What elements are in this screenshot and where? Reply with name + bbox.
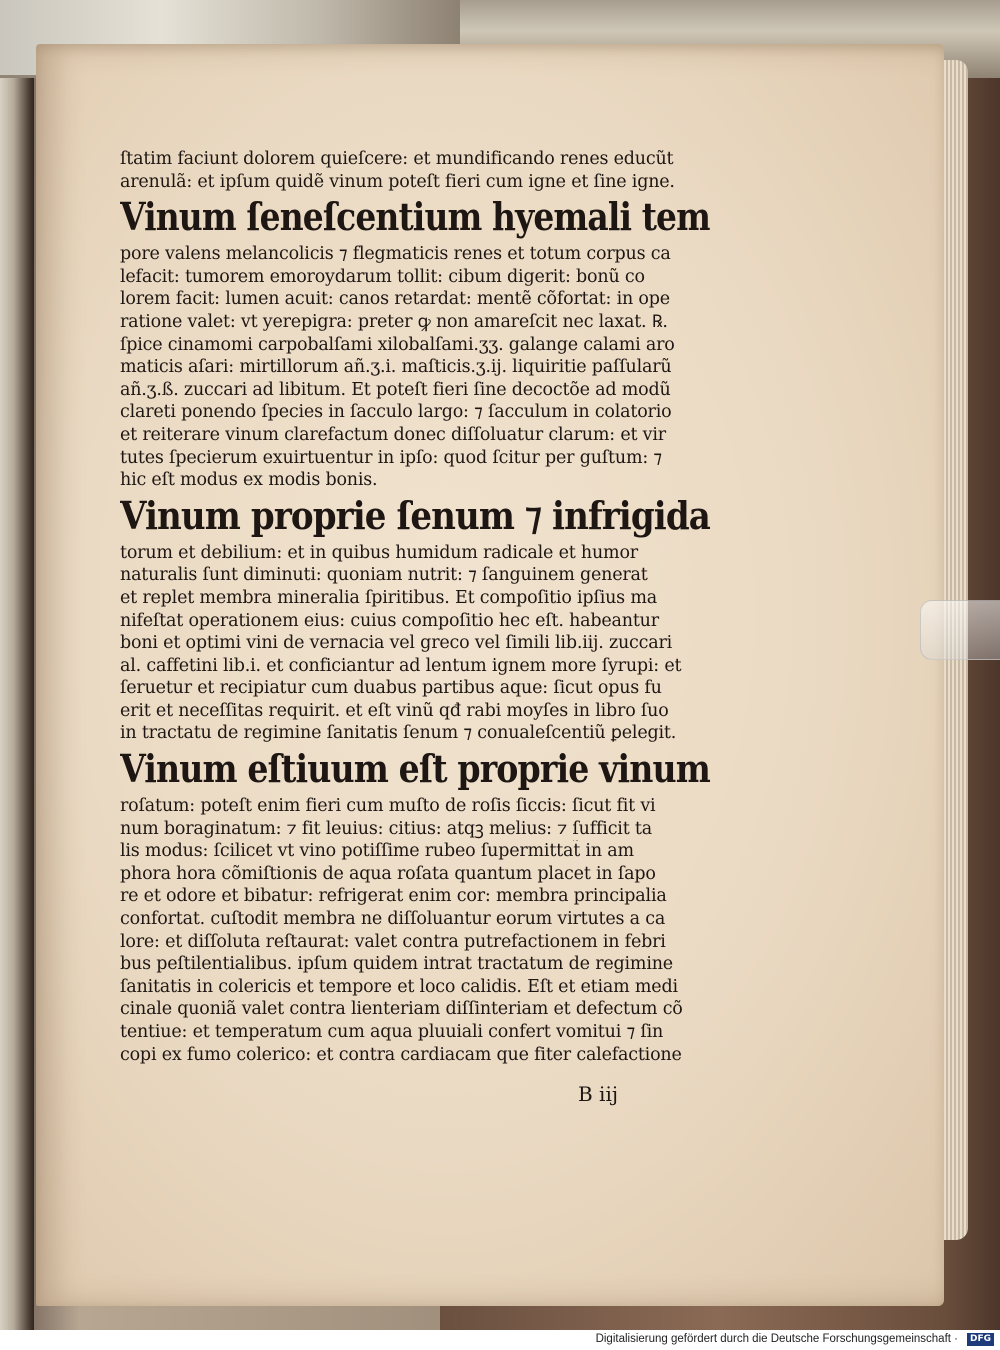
text-line: lefacit: tumorem emoroydarum tollit: cibum digerit: bonũ co <box>120 266 645 287</box>
dfg-logo: DFG <box>967 1333 994 1346</box>
text-line: añ.ʒ.ß. zuccari ad libitum. Et poteſt fieri ſine decoctõe ad modũ <box>120 379 671 400</box>
text-line: ſpice cinamomi carpobalſami xilobalſami.ʒʒ. galange calami aro <box>120 334 675 355</box>
text-line: ſeruetur et recipiatur cum duabus partibus aque: ſicut opus fu <box>120 678 662 699</box>
signature-mark: B iij <box>578 1082 619 1106</box>
text-line: cinale quoniã valet contra lienteriam diſſinteriam et defectum cõ <box>120 999 683 1020</box>
text-line: re et odore et bibatur: refrigerat enim cor: membra principalia <box>120 886 667 907</box>
text-line: phora hora cõmiſtionis de aqua roſata quantum placet in ſapo <box>120 863 656 884</box>
text-line: et reiterare vinum clarefactum donec diſſoluatur clarum: et vir <box>120 424 666 445</box>
text-line: lorem facit: lumen acuit: canos retardat: mentẽ cõfortat: in ope <box>120 289 670 310</box>
text-line: torum et debilium: et in quibus humidum radicale et humor <box>120 542 638 563</box>
text-line: copi ex fumo colerico: et contra cardiacam que fiter calefactione <box>120 1044 682 1065</box>
text-line: et replet membra mineralia ſpiritibus. Et compoſitio ipſius ma <box>120 587 657 608</box>
section-heading: Vinum proprie ſenum ⁊ infrigida <box>120 493 710 538</box>
text-line: lore: et diſſoluta reſtaurat: valet contra putrefactionem in febri <box>120 931 666 952</box>
text-line: tutes ſpecierum exuirtuentur in ipſo: quod ſcitur per guſtum: ⁊ <box>120 447 662 468</box>
text-line: ratione valet: vt yerepigra: preter ꝙ non amareſcit nec laxat. ℞. <box>120 311 668 332</box>
footer-credit: Digitalisierung gefördert durch die Deutsche Forschungsgemeinschaft · <box>595 1333 958 1345</box>
text-line: hic eſt modus ex modis bonis. <box>120 470 378 491</box>
section-heading: Vinum ſeneſcentium hyemali tem <box>120 195 710 240</box>
text-line: tentiue: et temperatum cum aqua pluuiali confert vomitui ⁊ ſin <box>120 1022 664 1042</box>
text-line: num boraginatum: ⁊ fit leuius: citius: atqꝫ melius: ⁊ ſufficit ta <box>120 818 652 839</box>
text-line: al. caffetini lib.i. et conficiantur ad lentum ignem more ſyrupi: et <box>120 655 682 676</box>
text-line: maticis aſari: mirtillorum añ.ʒ.i. maſticis.ʒ.ij. liquiritie paſſularũ <box>120 357 672 378</box>
text-line: naturalis ſunt diminuti: quoniam nutrit: ⁊ ſanguinem generat <box>120 565 648 586</box>
text-line: roſatum: poteſt enim fieri cum muſto de roſis ſiccis: ſicut fit vi <box>120 796 656 817</box>
text-line: ſanitatis in colericis et tempore et loco calidis. Eſt et etiam medi <box>120 976 678 997</box>
text-line: bus peſtilentialibus. ipſum quidem intrat tractatum de regimine <box>120 954 673 975</box>
text-line: confortat. cuſtodit membra ne diſſoluantur eorum virtutes a ca <box>120 909 666 930</box>
text-line: nifeſtat operationem eius: cuius compoſitio hec eſt. habeantur <box>120 610 659 631</box>
text-line: erit et neceſſitas requirit. et eſt vinũ qđ rabi moyſes in libro ſuo <box>120 700 669 721</box>
text-line: pore valens melancolicis ⁊ flegmaticis renes et totum corpus ca <box>120 244 671 265</box>
plastic-page-clip <box>920 600 1000 660</box>
section-heading: Vinum eſtiuum eſt proprie vinum <box>120 747 710 792</box>
text-line: boni et optimi vini de vernacia vel greco vel ſimili lib.iij. zuccari <box>120 633 673 654</box>
page-text-block <box>120 148 710 1066</box>
footer-bar <box>0 1330 1000 1350</box>
text-line: arenulã: et ipſum quidẽ vinum poteſt fieri cum igne et ſine igne. <box>120 171 675 192</box>
text-line: ſtatim faciunt dolorem quieſcere: et mundificando renes educũt <box>120 149 674 169</box>
text-line: in tractatu de regimine ſanitatis ſenum ⁊ conualeſcentiũ ꝑelegit. <box>120 723 677 744</box>
text-line: clareti ponendo ſpecies in ſacculo largo: ⁊ ſacculum in colatorio <box>120 402 672 423</box>
text-line: lis modus: ſcilicet vt vino potiſſime rubeo ſupermittat̃ in am <box>120 841 634 862</box>
book-left-gutter <box>0 78 34 1330</box>
